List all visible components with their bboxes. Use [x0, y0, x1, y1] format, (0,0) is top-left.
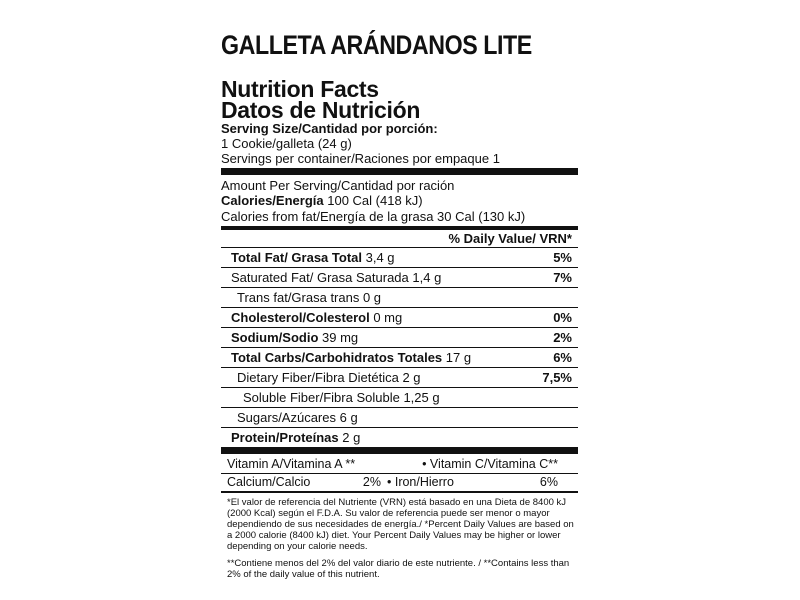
- nutrient-dv: 7,5%: [542, 370, 572, 385]
- nutrient-row-saturated-fat: [221, 267, 578, 287]
- calories-from-fat: Calories from fat/Energía de la grasa 30 Cal (130 kJ): [221, 209, 526, 224]
- nutrient-dv: 0%: [553, 310, 572, 325]
- nutrient-dv: 7%: [553, 270, 572, 285]
- heading-english: Nutrition Facts: [221, 76, 379, 102]
- nutrient-row-trans-fat: [221, 287, 578, 307]
- vitamin-row-2: [221, 474, 578, 491]
- nutrient-label: Trans fat/Grasa trans: [237, 290, 360, 305]
- amount-per-serving: Amount Per Serving/Cantidad por ración: [221, 178, 455, 193]
- nutrient-row-total-fat: [221, 247, 578, 267]
- serving-size-label: Serving Size/Cantidad por porción:: [221, 121, 438, 136]
- vitamin-a: Vitamin A/Vitamina A **: [227, 457, 356, 471]
- nutrient-row-protein: [221, 427, 578, 447]
- nutrient-row-sugars: [221, 407, 578, 427]
- serving-size-value: 1 Cookie/galleta (24 g): [221, 136, 352, 151]
- heading-spanish: Datos de Nutrición: [221, 97, 421, 123]
- nutrient-row-total-carbs: [221, 347, 578, 367]
- nutrient-amount: 39 mg: [322, 330, 359, 345]
- nutrient-label: Sodium/Sodio: [231, 330, 319, 345]
- nutrient-amount: 17 g: [445, 350, 472, 365]
- iron-value: 6%: [539, 475, 558, 489]
- calories-value: 100 Cal (418 kJ): [327, 193, 423, 208]
- nutrient-label: Sugars/Azúcares: [237, 410, 336, 425]
- nutrient-label: Protein/Proteínas: [231, 430, 339, 445]
- vitamin-c: • Vitamin C/Vitamina C: [422, 457, 549, 471]
- nutrient-amount: 1,25 g: [403, 390, 440, 405]
- nutrient-amount: 0 g: [362, 290, 382, 305]
- calcium: Calcium/Calcio: [227, 475, 311, 489]
- nutrient-dv: 6%: [553, 350, 572, 365]
- nutrient-row-soluble-fiber: [221, 387, 578, 407]
- nutrient-table: [221, 247, 578, 447]
- servings-per-container: Servings per container/Raciones por empaque 1: [221, 151, 500, 166]
- iron: • Iron/Hierro: [387, 475, 454, 489]
- nutrition-label: [221, 76, 578, 586]
- nutrient-row-cholesterol: [221, 307, 578, 327]
- nutrient-dv: 5%: [553, 250, 572, 265]
- nutrient-amount: 3,4 g: [365, 250, 395, 265]
- nutrient-label: Dietary Fiber/Fibra Dietética: [237, 370, 399, 385]
- divider-thick-vitamins: [221, 447, 578, 454]
- calcium-value: 2%: [362, 475, 381, 489]
- divider-thick: [221, 168, 578, 175]
- nutrient-label: Saturated Fat/ Grasa Saturada: [231, 270, 409, 285]
- divider-thin-footnotes: [221, 491, 578, 493]
- nutrient-dv: [572, 428, 578, 447]
- calories-label: Calories/Energía: [221, 193, 324, 208]
- nutrient-dv: [572, 388, 578, 407]
- nutrient-dv: [572, 288, 578, 307]
- nutrient-label: Total Carbs/Carbohidratos Totales: [231, 350, 443, 365]
- nutrient-amount: 6 g: [339, 410, 358, 425]
- vitamin-c-value: **: [548, 457, 558, 471]
- product-title: GALLETA ARÁNDANOS LITE: [221, 30, 532, 60]
- nutrient-amount: 2 g: [342, 430, 361, 445]
- nutrient-label: Total Fat/ Grasa Total: [231, 250, 362, 265]
- nutrient-label: Soluble Fiber/Fibra Soluble: [243, 390, 400, 405]
- nutrient-dv: [572, 408, 578, 427]
- nutrient-dv: 2%: [553, 330, 572, 345]
- nutrient-row-sodium: [221, 327, 578, 347]
- footnote-daily-value: *El valor de referencia del Nutriente (VRN) está basado en una Dieta de 8400 kJ (2000 Kcal) según el F.D.A. Su valor de referencia puede ser menor o mayor dependiendo de sus necesidades de energía./ *Percent Daily Values are based on a 2000 calorie (8400 kJ) diet. Your Percent Daily Values may be higher or lower depending on your calorie needs.: [227, 497, 574, 552]
- footnotes: [221, 497, 578, 580]
- nutrient-amount: 1,4 g: [412, 270, 442, 285]
- calories-line: [221, 193, 578, 209]
- daily-value-header: % Daily Value/ VRN*: [448, 231, 572, 246]
- nutrient-amount: 0 mg: [373, 310, 403, 325]
- vitamin-row-1: [221, 456, 578, 473]
- nutrient-amount: 2 g: [402, 370, 421, 385]
- nutrient-row-dietary-fiber: [221, 367, 578, 387]
- nutrient-label: Cholesterol/Colesterol: [231, 310, 370, 325]
- footnote-less-than: **Contiene menos del 2% del valor diario de este nutriente. / **Contains less than 2% of the daily value of this nutrient.: [227, 558, 570, 580]
